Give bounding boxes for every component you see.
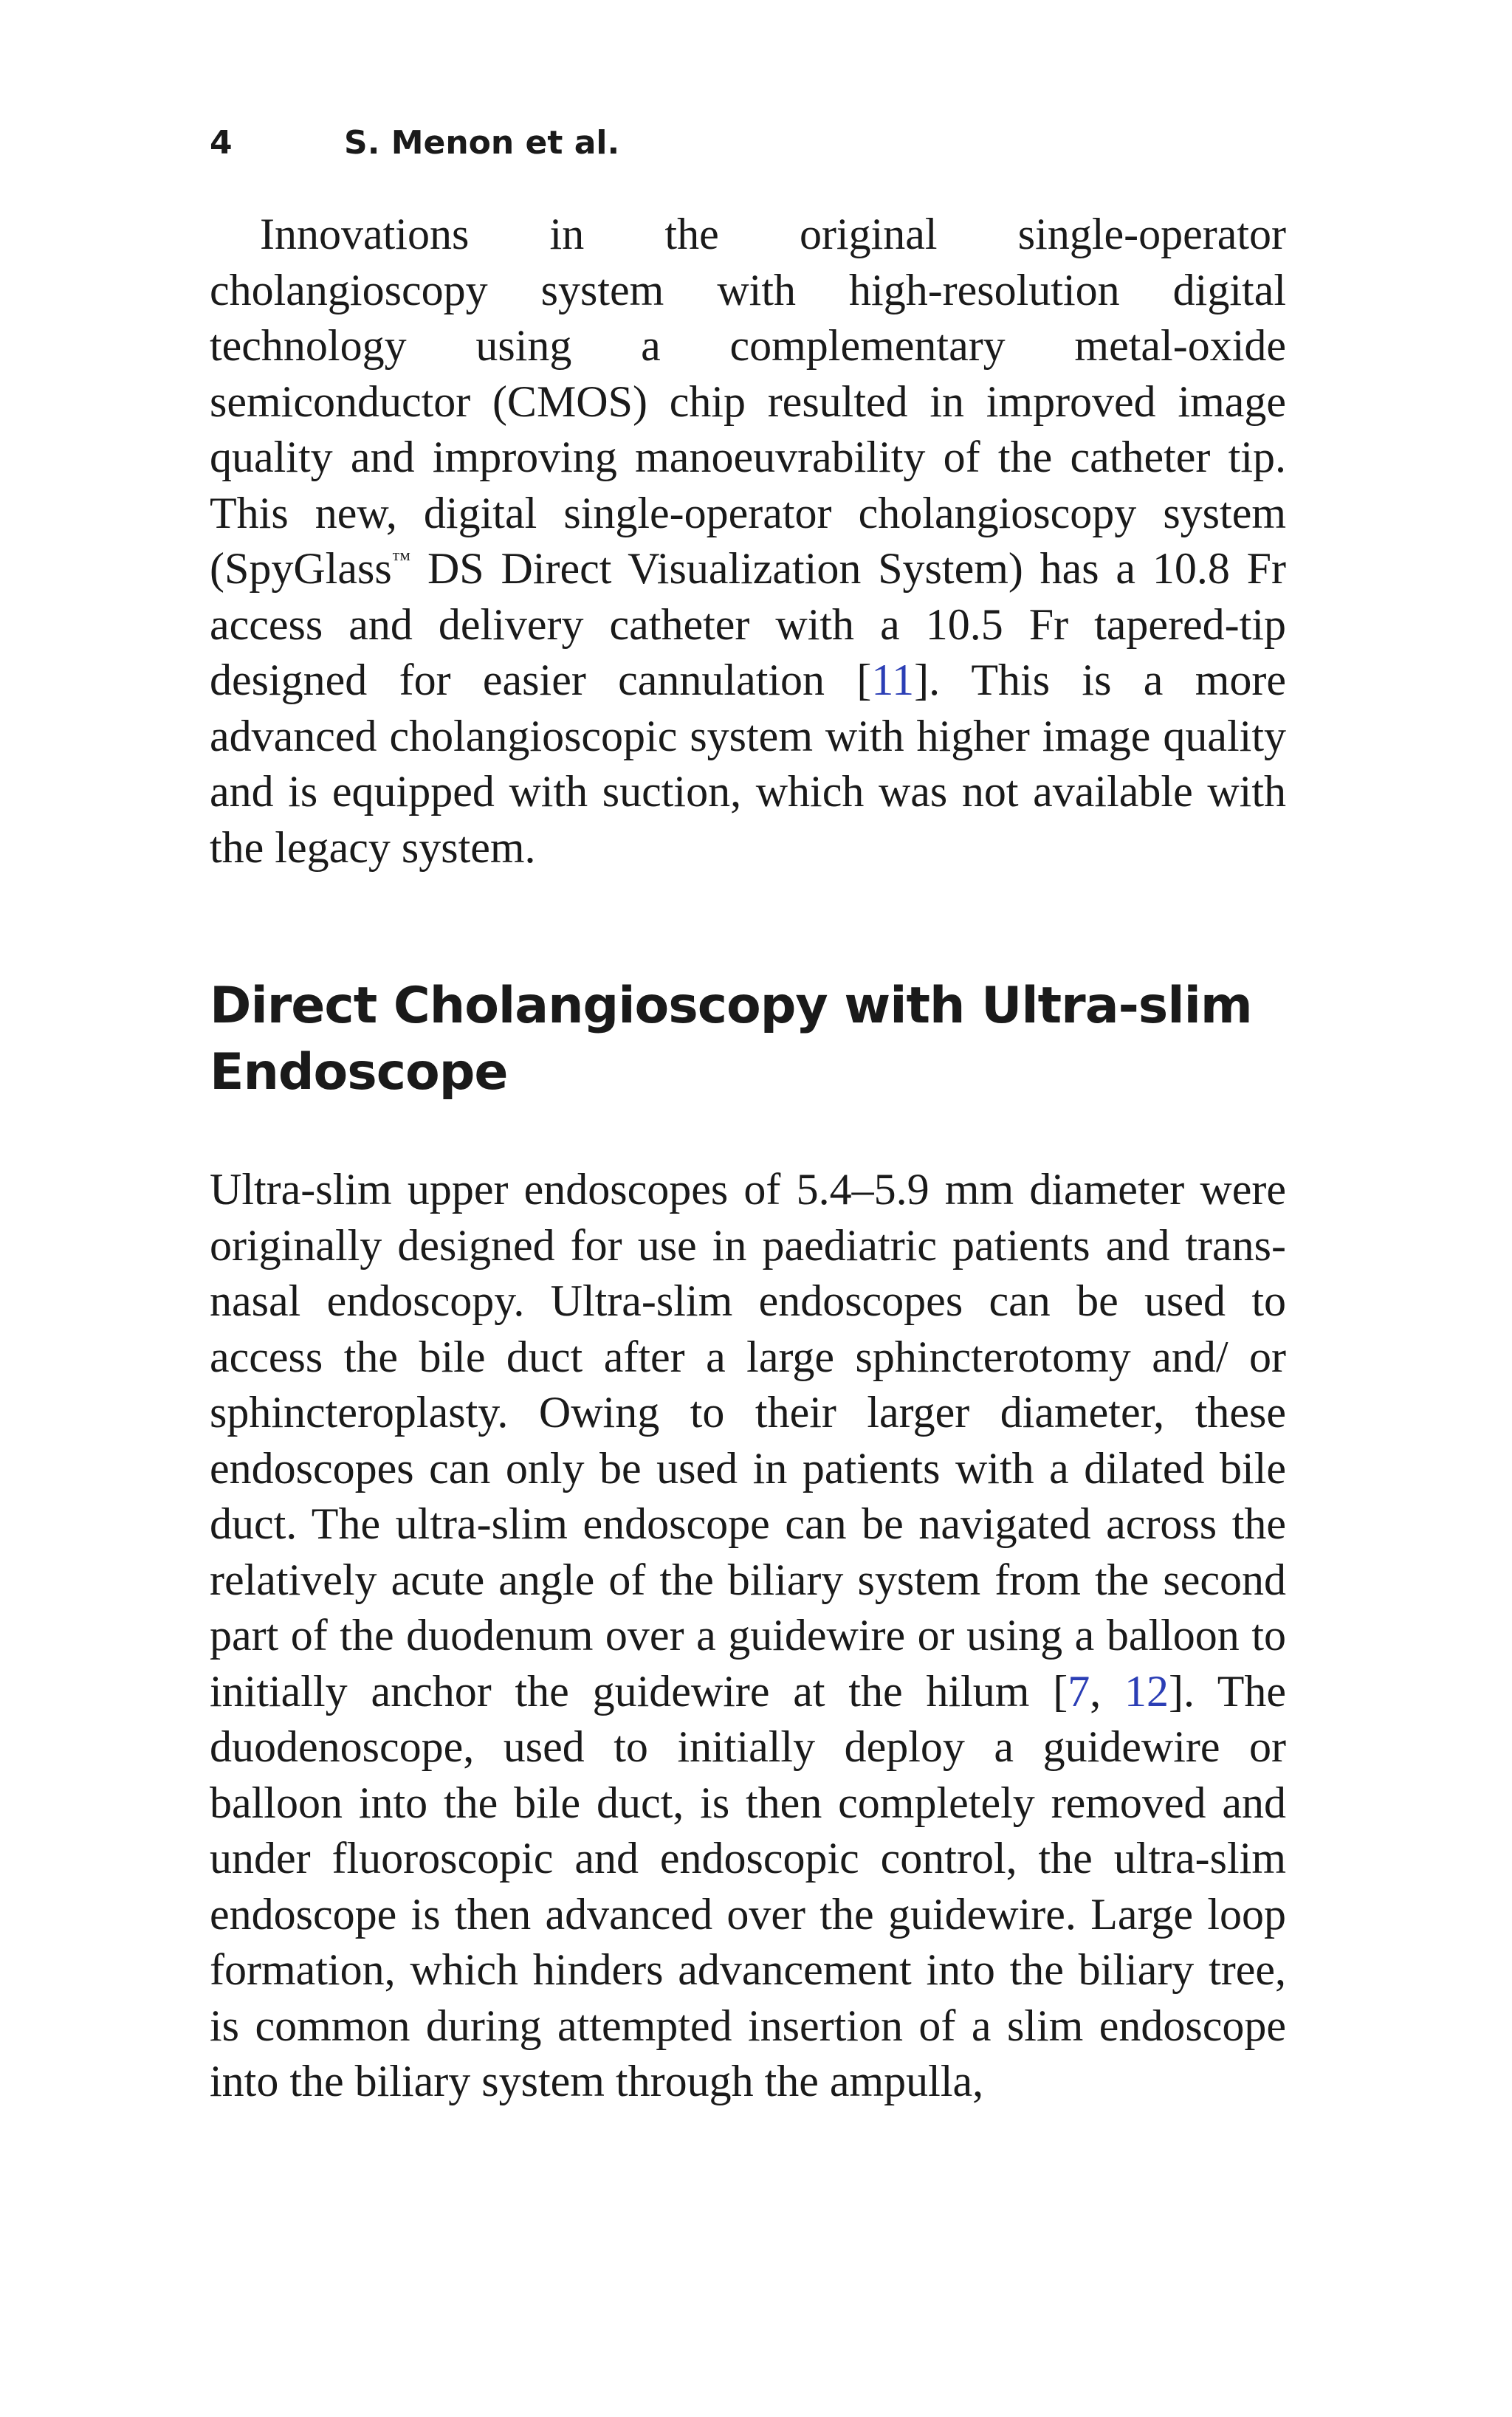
paragraph-text: ]. The duodenoscope, used to initially deploy a guidewire or balloon into the bile duct, is then completely removed and under fluoroscopic and endoscopic control, the ultra-slim endoscope is then advanced over the guidewire. Large loop formation, which hinders advancement into the biliary tree, is common during attempted insertion of a slim endoscope into the biliary system through the ampulla, [210,1666,1286,2105]
paragraph-text: Ultra-slim upper endoscopes of 5.4–5.9 mm diameter were originally designed for use in paediatric patients and trans-nasal endoscopy. Ultra-slim endoscopes can be used to access the bile duct after a large sphincterotomy and/ or sphincteroplasty. Owing to their larger diameter, these endoscopes can only be used in patients with a dilated bile duct. The ultra-slim endoscope can be navigated across the relatively acute angle of the biliary system from the second part of the duodenum over a guidewire or using a balloon to initially anchor the guidewire at the hilum [ [210,1165,1286,1716]
body-paragraph-2 [210,1162,1286,2110]
running-head-authors: S. Menon et al. [344,124,620,162]
paragraph-text: Innovations in the original single-operator cholangioscopy system with high-resolution digital technology using a complementary metal-oxide semiconductor (CMOS) chip resulted in improved image quality and improving manoeuvrability of the catheter tip. This new, digital single-operator cholangioscopy system (SpyGlass [210,210,1286,593]
section-heading-line-2: Endoscope [210,1043,508,1101]
citation-link-11[interactable]: 11 [871,656,915,704]
citation-link-12[interactable]: 12 [1124,1666,1169,1716]
citation-separator: , [1090,1666,1125,1716]
running-head [210,124,619,168]
paragraph-text: ]. This is a more advanced cholangioscopic system with higher image quality and is equipped with suction, which was not available with the legacy system. [210,656,1286,872]
paragraph-text: DS Direct Visualization System) has a 10.8 Fr access and delivery catheter with a 10.5 Fr tapered-tip designed for easier cannulation [ [210,544,1286,704]
trademark-symbol: ™ [391,549,411,570]
section-heading [210,973,1286,1106]
citation-link-7[interactable]: 7 [1068,1666,1090,1716]
body-paragraph-1 [210,207,1286,876]
section-heading-line-1: Direct Cholangioscopy with Ultra-slim [210,977,1252,1035]
page-number: 4 [210,124,233,162]
